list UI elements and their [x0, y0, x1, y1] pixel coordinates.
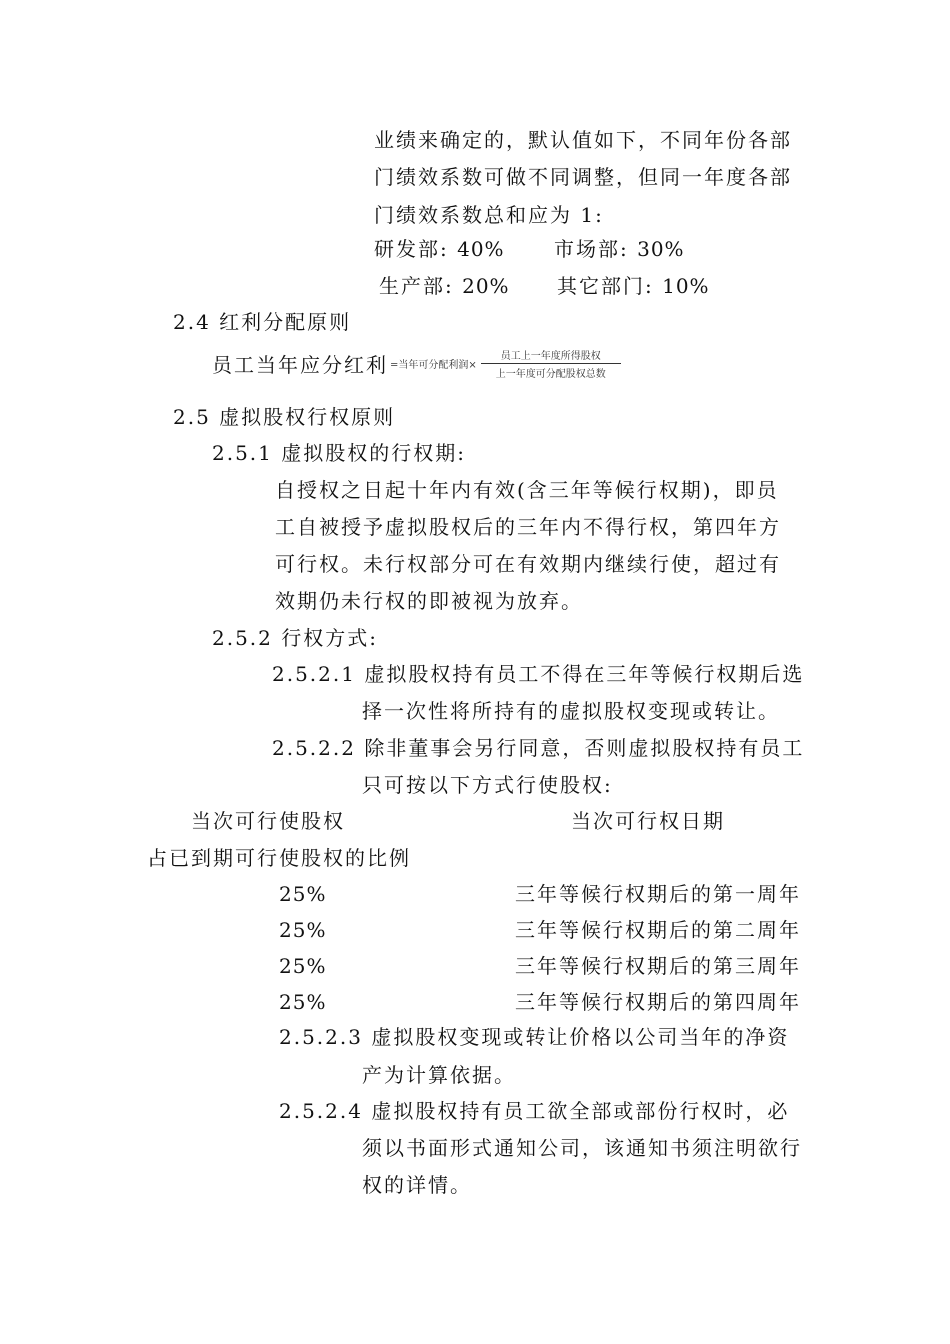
section-2-5-1-heading: 2.5.1 虚拟股权的行权期:	[212, 441, 466, 465]
dept-production-label: 生产部:	[379, 274, 454, 298]
table-col1-header-line2: 占已到期可行使股权的比例	[147, 846, 411, 870]
dept-other-label: 其它部门:	[557, 274, 654, 298]
s2522-line-1: 2.5.2.2 除非董事会另行同意，否则虚拟股权持有员工	[272, 736, 805, 760]
table-row-3-date: 三年等候行权期后的第三周年	[515, 954, 801, 978]
dept-production	[379, 273, 510, 299]
s2523-line-2: 产为计算依据。	[362, 1063, 516, 1087]
dept-marketing	[554, 236, 685, 262]
dividend-formula	[212, 343, 621, 383]
formula-fraction	[481, 347, 621, 380]
formula-denominator: 上一年度可分配股权总数	[495, 368, 606, 380]
intro-line-2: 门绩效系数可做不同调整，但同一年度各部	[374, 165, 792, 189]
table-col2-header: 当次可行权日期	[571, 809, 725, 833]
s2524-line-1: 2.5.2.4 虚拟股权持有员工欲全部或部份行权时，必	[279, 1099, 790, 1123]
s2523-line-1: 2.5.2.3 虚拟股权变现或转让价格以公司当年的净资	[279, 1025, 790, 1049]
s251-line-3: 可行权。未行权部分可在有效期内继续行使，超过有	[275, 552, 781, 576]
formula-numerator: 员工上一年度所得股权	[500, 350, 601, 362]
table-row-1-date: 三年等候行权期后的第一周年	[515, 882, 801, 906]
formula-lead: 员工当年应分红利	[212, 352, 388, 377]
intro-line-1: 业绩来确定的，默认值如下，不同年份各部	[374, 128, 792, 152]
dept-other	[557, 273, 710, 299]
s2524-line-2: 须以书面形式通知公司，该通知书须注明欲行	[362, 1136, 802, 1160]
table-col1-header-line1: 当次可行使股权	[191, 809, 345, 833]
section-2-5-2-heading: 2.5.2 行权方式:	[212, 626, 378, 650]
dept-rd-value: 40%	[457, 237, 505, 261]
dept-production-value: 20%	[462, 274, 510, 298]
dept-rd-label: 研发部:	[374, 237, 449, 261]
dept-rd	[374, 236, 505, 262]
intro-line-3: 门绩效系数总和应为 1:	[374, 203, 604, 227]
s251-line-4: 效期仍未行权的即被视为放弃。	[275, 589, 583, 613]
table-row-3-pct: 25%	[279, 954, 327, 978]
s2522-line-2: 只可按以下方式行使股权:	[362, 773, 613, 797]
s251-line-2: 工自被授予虚拟股权后的三年内不得行权，第四年方	[275, 515, 781, 539]
dept-other-value: 10%	[662, 274, 710, 298]
table-row-2-date: 三年等候行权期后的第二周年	[515, 918, 801, 942]
table-row-4-pct: 25%	[279, 990, 327, 1014]
dept-marketing-label: 市场部:	[554, 237, 629, 261]
table-row-2-pct: 25%	[279, 918, 327, 942]
dept-marketing-value: 30%	[637, 237, 685, 261]
s2521-line-1: 2.5.2.1 虚拟股权持有员工不得在三年等候行权期后选	[272, 662, 805, 686]
table-row-1-pct: 25%	[279, 882, 327, 906]
s2524-line-3: 权的详情。	[362, 1173, 472, 1197]
s2521-line-2: 择一次性将所持有的虚拟股权变现或转让。	[362, 699, 780, 723]
section-2-5-heading: 2.5 虚拟股权行权原则	[173, 405, 396, 429]
s251-line-1: 自授权之日起十年内有效(含三年等候行权期)，即员	[275, 478, 779, 502]
formula-eq: =当年可分配利润×	[390, 359, 477, 371]
section-2-4-heading: 2.4 红利分配原则	[173, 310, 352, 334]
table-row-4-date: 三年等候行权期后的第四周年	[515, 990, 801, 1014]
